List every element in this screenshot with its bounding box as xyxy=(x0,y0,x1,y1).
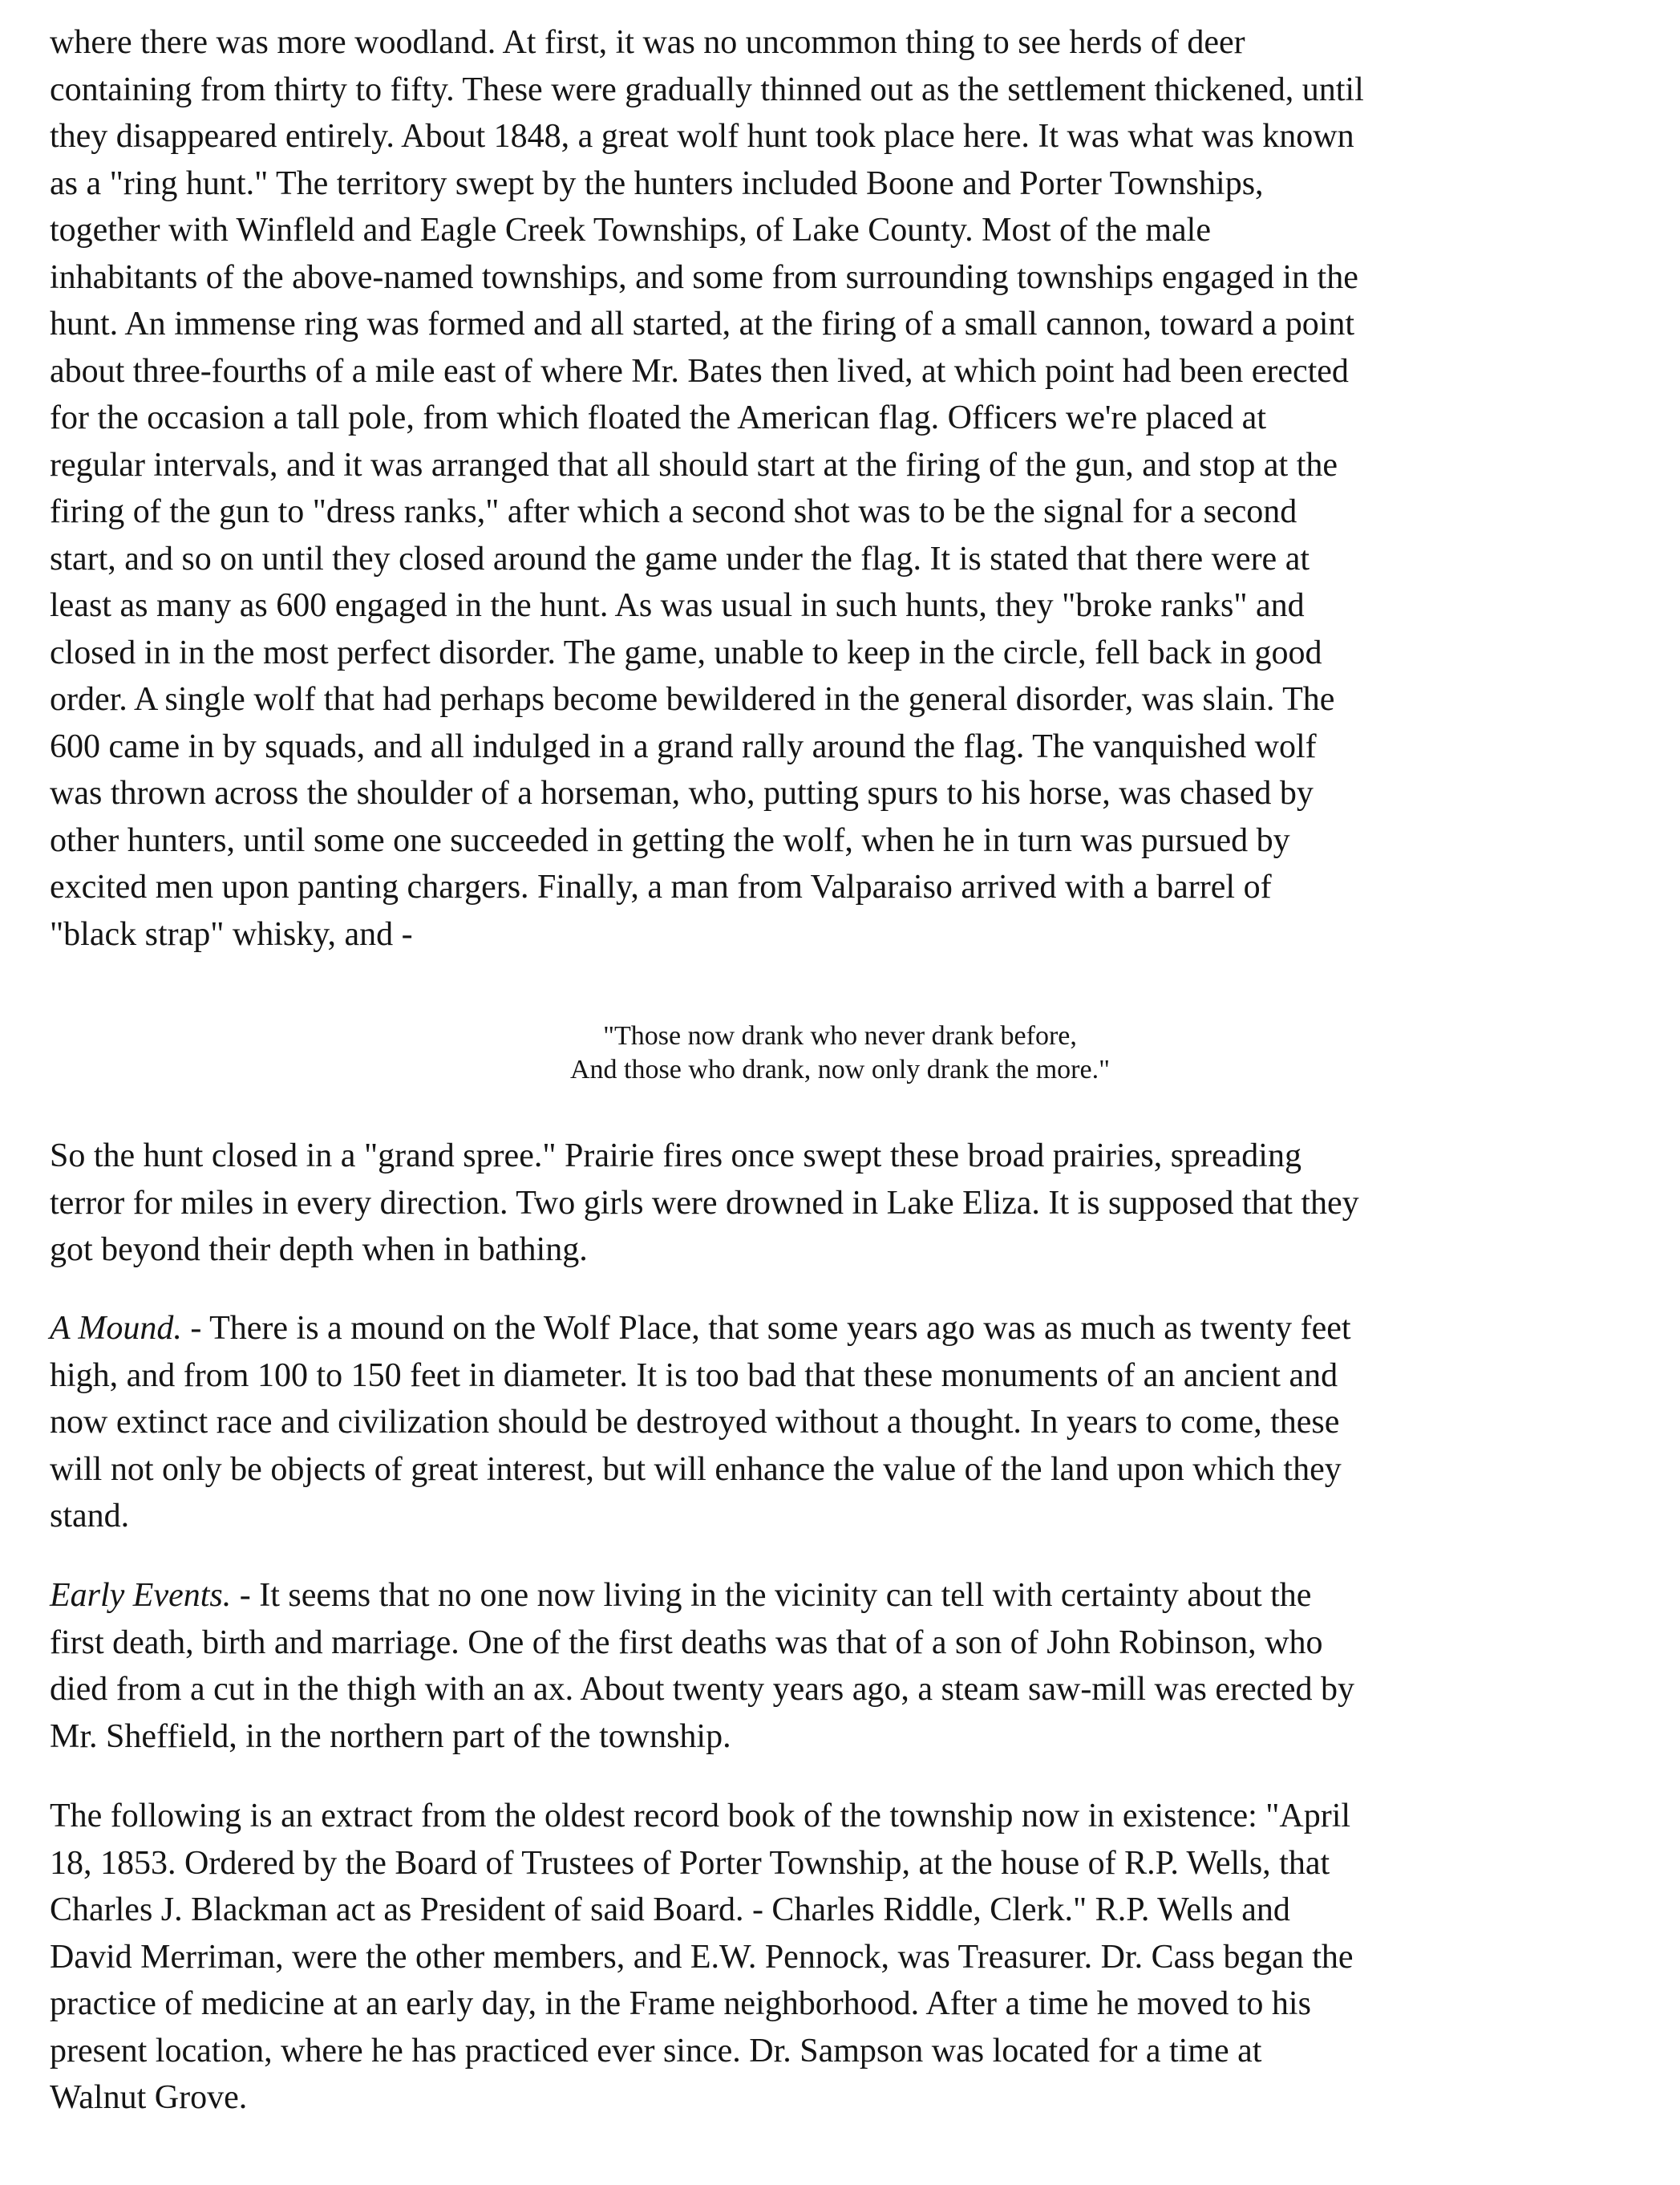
early-events-section xyxy=(50,1572,1621,1760)
early-events-body: - It seems that no one now living in the vicinity can tell with certainty about the first death, birth and marriage. One of the first deaths was that of a son of John Robinson, who died from a cut in the thigh with an ax. About twenty years ago, a steam saw-mill was erected by Mr. Sheffield, in the northern part of the township. xyxy=(50,1577,1355,1755)
record-book-paragraph xyxy=(50,1793,1621,2122)
early-events-paragraph xyxy=(50,1572,1621,1760)
wolf-hunt-paragraph xyxy=(50,19,1621,958)
mound-section xyxy=(50,1305,1621,1540)
grand-spree-text: So the hunt closed in a "grand spree." Prairie fires once swept these broad prairies, spreading terror for miles in every direction. Two girls were drowned in Lake Eliza. It is supposed that they got beyond their depth when in bathing. xyxy=(50,1137,1359,1268)
early-events-heading: Early Events. xyxy=(50,1577,232,1614)
quoted-verse xyxy=(0,1020,1680,1087)
mound-heading: A Mound. xyxy=(50,1310,182,1347)
verse-line-1: "Those now drank who never drank before, xyxy=(603,1021,1077,1051)
record-book-text: The following is an extract from the oldest record book of the township now in existence: "April 18, 1853. Ordered by the Board of Trustees of Porter Township, at the house of R.P. Wells, that Charles J. Blackman act as President of said Board. - Charles Riddle, Clerk." R.P. Wells and David Merriman, were the other members, and E.W. Pennock, was Treasurer. Dr. Cass began the practice of medicine at an early day, in the Frame neighborhood. After a time he moved to his present location, where he has practiced ever since. Dr. Sampson was located for a time at Walnut Grove. xyxy=(50,1798,1354,2116)
mound-body: - There is a mound on the Wolf Place, that some years ago was as much as twenty feet high, and from 100 to 150 feet in diameter. It is too bad that these monuments of an ancient and now extinct race and civilization should be destroyed without a thought. In years to come, these will not only be objects of great interest, but will enhance the value of the land upon which they stand. xyxy=(50,1310,1351,1534)
mound-paragraph xyxy=(50,1305,1621,1540)
wolf-hunt-text: where there was more woodland. At first, it was no uncommon thing to see herds of deer containing from thirty to fifty. These were gradually thinned out as the settlement thickened, until they disappeared entirely. About 1848, a great wolf hunt took place here. It was what was known as a "ring hunt." The territory swept by the hunters included Boone and Porter Townships, together with Winfleld and Eagle Creek Townships, of Lake County. Most of the male inhabitants of the above-named townships, and some from surrounding townships engaged in the hunt. An immense ring was formed and all started, at the firing of a small cannon, toward a point about three-fourths of a mile east of where Mr. Bates then lived, at which point had been erected for the occasion a tall pole, from which floated the American flag. Officers we're placed at regular intervals, and it was arranged that all should start at the firing of the gun, and stop at the firing of the gun to "dress ranks," after which a second shot was to be the signal for a second start, and so on until they closed around the game under the flag. It is stated that there were at least as many as 600 engaged in the hunt. As was usual in such hunts, they "broke ranks" and closed in in the most perfect disorder. The game, unable to keep in the circle, fell back in good order. A single wolf that had perhaps become bewildered in the general disorder, was slain. The 600 came in by squads, and all indulged in a grand rally around the flag. The vanquished wolf was thrown across the shoulder of a horseman, who, putting spurs to his horse, was chased by other hunters, until some one succeeded in getting the wolf, when he in turn was pursued by excited men upon panting chargers. Finally, a man from Valparaiso arrived with a barrel of "black strap" whisky, and - xyxy=(50,24,1364,953)
grand-spree-paragraph xyxy=(50,1133,1621,1274)
verse-line-2: And those who drank, now only drank the more." xyxy=(570,1055,1110,1084)
